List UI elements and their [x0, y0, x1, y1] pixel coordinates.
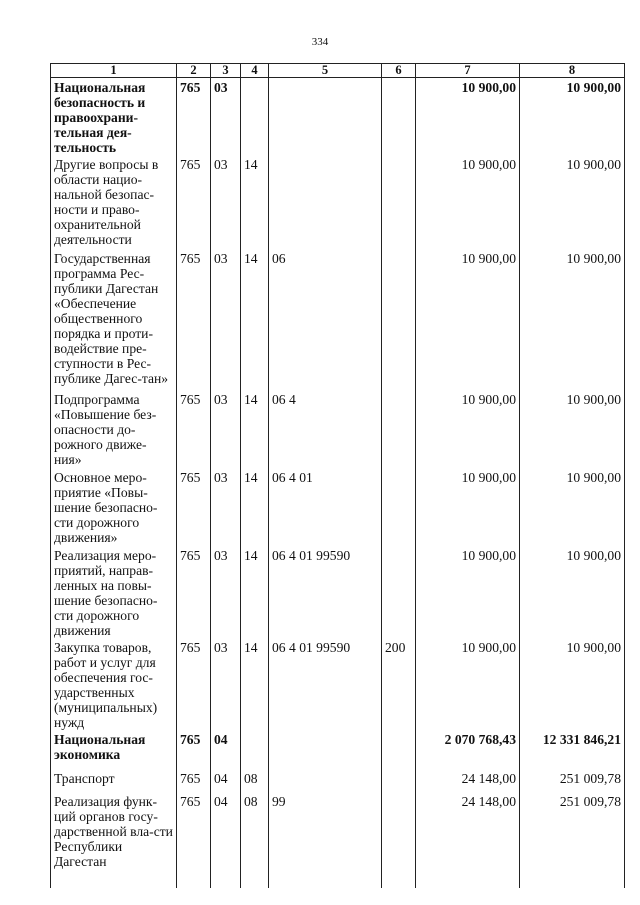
item-name: Государственная программа Рес-публики Дагестан «Обеспечение общественного порядка и проти-водействие пре-ступности в Рес-публике Дагес-тан»	[51, 249, 177, 390]
table-row	[51, 546, 625, 638]
budget-table	[50, 63, 625, 888]
target-article-code	[269, 78, 382, 156]
subsection-code: 08	[241, 792, 269, 888]
ministry-code: 765	[177, 638, 211, 730]
amount-year-2: 10 900,00	[520, 546, 625, 638]
subsection-code	[241, 78, 269, 156]
section-code: 03	[211, 546, 241, 638]
subsection-code: 08	[241, 769, 269, 792]
ministry-code: 765	[177, 730, 211, 769]
target-article-code: 99	[269, 792, 382, 888]
target-article-code: 06 4 01 99590	[269, 638, 382, 730]
amount-year-2: 12 331 846,21	[520, 730, 625, 769]
amount-year-2: 10 900,00	[520, 249, 625, 390]
expense-type-code	[382, 390, 416, 468]
target-article-code: 06 4 01 99590	[269, 546, 382, 638]
section-code: 03	[211, 390, 241, 468]
table-body	[51, 78, 625, 889]
ministry-code: 765	[177, 769, 211, 792]
section-code: 03	[211, 155, 241, 249]
section-code: 03	[211, 638, 241, 730]
item-name: Другие вопросы в области нацио-нальной безопас-ности и право-охранительной деятельности	[51, 155, 177, 249]
page-number: 334	[311, 36, 329, 48]
ministry-code: 765	[177, 249, 211, 390]
expense-type-code	[382, 78, 416, 156]
ministry-code: 765	[177, 390, 211, 468]
header-col-6: 6	[382, 64, 416, 78]
amount-year-1: 10 900,00	[416, 249, 520, 390]
table-row	[51, 730, 625, 769]
expense-type-code	[382, 730, 416, 769]
header-col-4: 4	[241, 64, 269, 78]
amount-year-2: 251 009,78	[520, 769, 625, 792]
amount-year-1: 10 900,00	[416, 468, 520, 546]
item-name: Закупка товаров, работ и услуг для обеспечения гос-ударственных (муниципальных) нужд	[51, 638, 177, 730]
item-name: Транспорт	[51, 769, 177, 792]
ministry-code: 765	[177, 546, 211, 638]
item-name: Национальная экономика	[51, 730, 177, 769]
amount-year-1: 10 900,00	[416, 638, 520, 730]
table-row	[51, 390, 625, 468]
section-code: 03	[211, 468, 241, 546]
item-name: Национальная безопасность и правоохрани-тельная дея-тельность	[51, 78, 177, 156]
header-col-5: 5	[269, 64, 382, 78]
target-article-code: 06	[269, 249, 382, 390]
subsection-code: 14	[241, 390, 269, 468]
expense-type-code	[382, 155, 416, 249]
header-col-3: 3	[211, 64, 241, 78]
expense-type-code: 200	[382, 638, 416, 730]
expense-type-code	[382, 546, 416, 638]
amount-year-2: 251 009,78	[520, 792, 625, 888]
section-code: 03	[211, 249, 241, 390]
header-col-7: 7	[416, 64, 520, 78]
amount-year-2: 10 900,00	[520, 638, 625, 730]
expense-type-code	[382, 769, 416, 792]
expense-type-code	[382, 468, 416, 546]
table-row	[51, 155, 625, 249]
amount-year-1: 10 900,00	[416, 155, 520, 249]
target-article-code: 06 4	[269, 390, 382, 468]
target-article-code	[269, 769, 382, 792]
expense-type-code	[382, 249, 416, 390]
header-col-8: 8	[520, 64, 625, 78]
expense-type-code	[382, 792, 416, 888]
subsection-code: 14	[241, 546, 269, 638]
item-name: Основное меро-приятие «Повы-шение безопасно-сти дорожного движения»	[51, 468, 177, 546]
subsection-code	[241, 730, 269, 769]
amount-year-1: 24 148,00	[416, 769, 520, 792]
target-article-code	[269, 730, 382, 769]
item-name: Реализация функ-ций органов госу-дарственной вла-сти Республики Дагестан	[51, 792, 177, 888]
ministry-code: 765	[177, 792, 211, 888]
subsection-code: 14	[241, 468, 269, 546]
amount-year-1: 2 070 768,43	[416, 730, 520, 769]
amount-year-2: 10 900,00	[520, 78, 625, 156]
table-row	[51, 249, 625, 390]
ministry-code: 765	[177, 78, 211, 156]
header-col-1: 1	[51, 64, 177, 78]
section-code: 04	[211, 792, 241, 888]
table-row	[51, 769, 625, 792]
header-col-2: 2	[177, 64, 211, 78]
item-name: Подпрограмма «Повышение без-опасности до-рожного движе-ния»	[51, 390, 177, 468]
section-code: 04	[211, 769, 241, 792]
amount-year-2: 10 900,00	[520, 468, 625, 546]
amount-year-1: 10 900,00	[416, 390, 520, 468]
ministry-code: 765	[177, 468, 211, 546]
table-row	[51, 792, 625, 888]
table-row	[51, 638, 625, 730]
table-row	[51, 468, 625, 546]
amount-year-1: 24 148,00	[416, 792, 520, 888]
amount-year-1: 10 900,00	[416, 78, 520, 156]
amount-year-2: 10 900,00	[520, 155, 625, 249]
subsection-code: 14	[241, 249, 269, 390]
subsection-code: 14	[241, 155, 269, 249]
amount-year-1: 10 900,00	[416, 546, 520, 638]
table-row	[51, 78, 625, 156]
subsection-code: 14	[241, 638, 269, 730]
target-article-code: 06 4 01	[269, 468, 382, 546]
target-article-code	[269, 155, 382, 249]
table-header-row	[51, 64, 625, 78]
amount-year-2: 10 900,00	[520, 390, 625, 468]
item-name: Реализация меро-приятий, направ-ленных на повы-шение безопасно-сти дорожного движения	[51, 546, 177, 638]
section-code: 04	[211, 730, 241, 769]
section-code: 03	[211, 78, 241, 156]
ministry-code: 765	[177, 155, 211, 249]
